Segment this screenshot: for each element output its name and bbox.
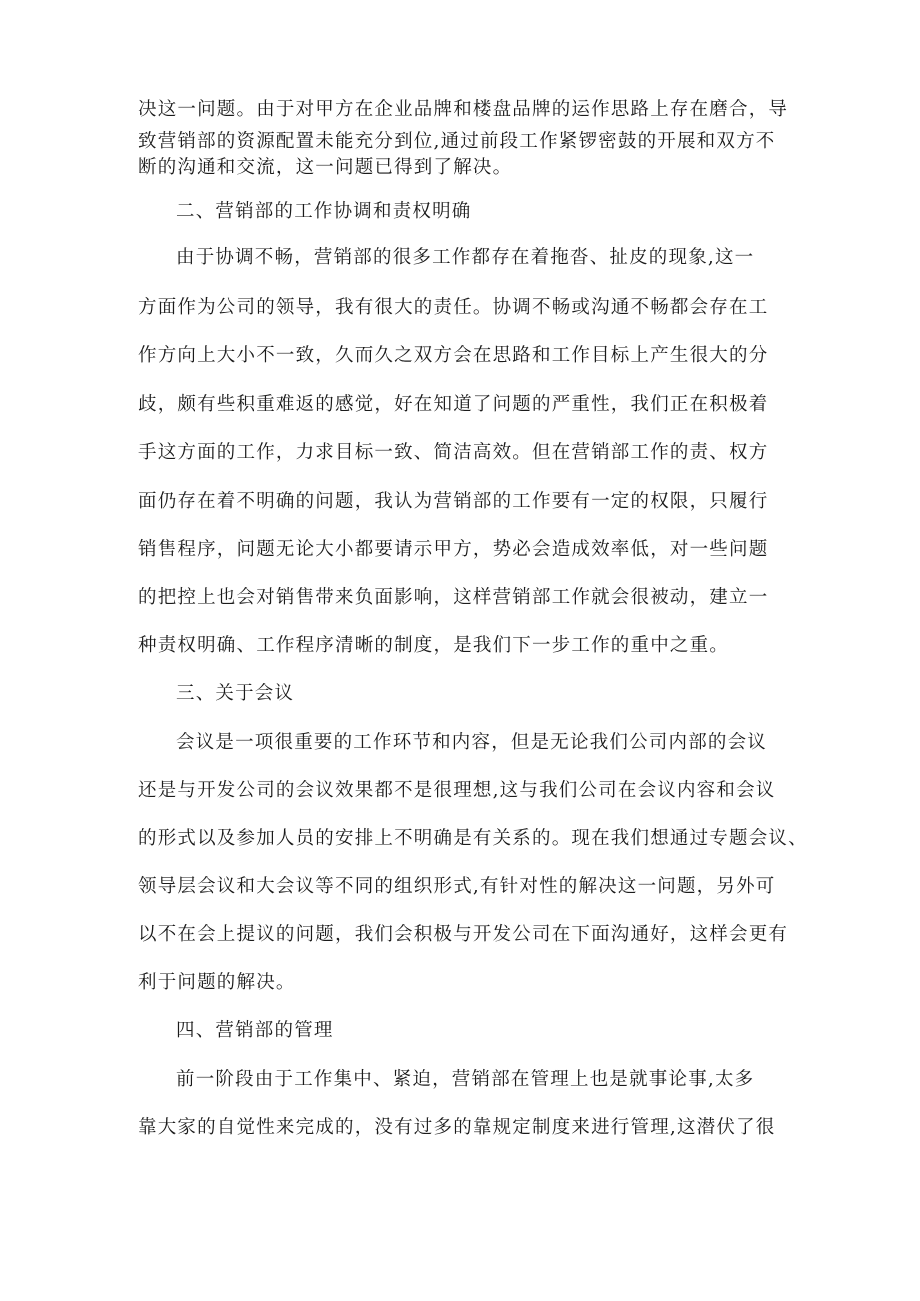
paragraph-3-line-5: 以不在会上提议的问题，我们会积极与开发公司在下面沟通好，这样会更有 [138,924,789,945]
section-heading-3: 三、关于会议 [176,683,295,704]
paragraph-2-line-6: 面仍存在着不明确的问题，我认为营销部的工作要有一定的权限，只履行 [138,491,769,512]
section-heading-4: 四、营销部的管理 [176,1020,334,1041]
section-heading-2: 二、营销部的工作协调和责权明确 [176,201,472,222]
paragraph-4-line-2: 靠大家的自觉性来完成的，没有过多的靠规定制度来进行管理,这潜伏了很 [138,1117,776,1138]
paragraph-2-line-2: 方面作为公司的领导，我有很大的责任。协调不畅或沟通不畅都会存在工 [138,297,769,318]
paragraph-3-line-4: 领导层会议和大会议等不同的组织形式,有针对性的解决这一问题，另外可 [138,876,776,897]
paragraph-1-line-3: 断的沟通和交流，这一问题已得到了解决。 [138,157,513,178]
paragraph-3-line-1: 会议是一项很重要的工作环节和内容，但是无论我们公司内部的会议 [176,732,768,753]
paragraph-2-line-8: 的把控上也会对销售带来负面影响，这样营销部工作就会很被动，建立一 [138,587,769,608]
paragraph-1-line-1: 决这一问题。由于对甲方在企业品牌和楼盘品牌的运作思路上存在磨合，导 [138,99,789,120]
paragraph-1-line-2: 致营销部的资源配置未能充分到位,通过前段工作紧锣密鼓的开展和双方不 [138,131,776,152]
paragraph-2-line-5: 手这方面的工作，力求目标一致、简洁高效。但在营销部工作的责、权方 [138,442,769,463]
paragraph-2-line-7: 销售程序，问题无论大小都要请示甲方，势必会造成效率低，对一些问题 [138,539,769,560]
paragraph-2-line-9: 种责权明确、工作程序清晰的制度，是我们下一步工作的重中之重。 [138,635,730,656]
paragraph-3-line-6: 利于问题的解决。 [138,972,296,993]
paragraph-4-line-1: 前一阶段由于工作集中、紧迫，营销部在管理上也是就事论事,太多 [176,1069,755,1090]
paragraph-2-line-4: 歧，颇有些积重难返的感觉，好在知道了问题的严重性，我们正在积极着 [138,394,769,415]
paragraph-3-line-2: 还是与开发公司的会议效果都不是很理想,这与我们公司在会议内容和会议 [138,780,776,801]
paragraph-2-line-3: 作方向上大小不一致，久而久之双方会在思路和工作目标上产生很大的分 [138,345,769,366]
paragraph-2-line-1: 由于协调不畅，营销部的很多工作都存在着拖沓、扯皮的现象,这一 [176,247,755,268]
paragraph-3-line-3: 的形式以及参加人员的安排上不明确是有关系的。现在我们想通过专题会议、 [138,828,808,849]
